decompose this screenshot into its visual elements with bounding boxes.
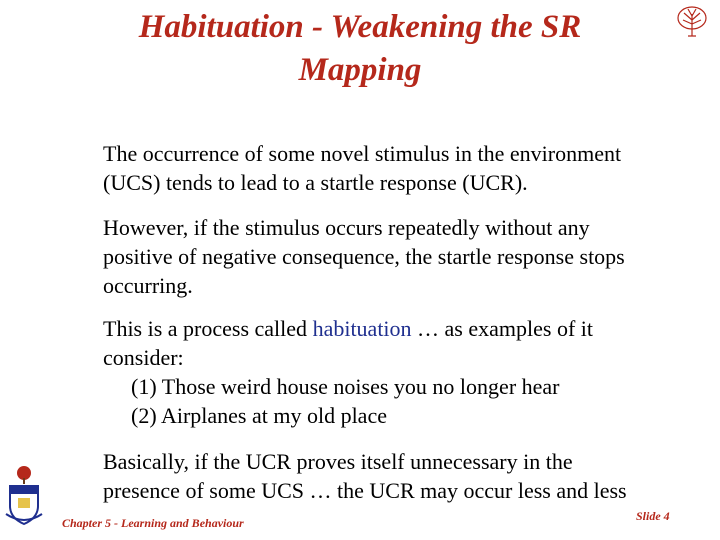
paragraph-3 <box>103 314 693 430</box>
paragraph-4 <box>103 447 693 505</box>
paragraph-2 <box>103 213 693 300</box>
paragraph-2-line-3: occurring. <box>103 273 193 298</box>
habituation-term: habituation <box>312 316 412 341</box>
paragraph-1-line-1: The occurrence of some novel stimulus in the environment <box>103 141 622 166</box>
example-item-1: (1) Those weird house noises you no longer hear <box>131 374 560 399</box>
paragraph-2-line-1: However, if the stimulus occurs repeatedly without any <box>103 215 590 240</box>
example-item-2: (2) Airplanes at my old place <box>131 403 387 428</box>
paragraph-3-pre: This is a process called <box>103 316 313 341</box>
university-crest-icon <box>4 464 44 528</box>
paragraph-4-line-1: Basically, if the UCR proves itself unnecessary in the <box>103 449 573 474</box>
paragraph-1-line-2: (UCS) tends to lead to a startle response (UCR). <box>103 170 528 195</box>
paragraph-3-post: … as examples of it <box>411 316 594 341</box>
tree-logo-icon <box>675 4 709 38</box>
paragraph-4-line-2: presence of some UCS … the UCR may occur less and less <box>103 478 627 503</box>
slide-title-line-2: Mapping <box>298 52 422 88</box>
slide-title-line-1: Habituation - Weakening the SR <box>138 9 582 45</box>
paragraph-2-line-2: positive of negative consequence, the startle response stops <box>103 244 625 269</box>
footer-chapter-title: Chapter 5 - Learning and Behaviour <box>62 516 244 530</box>
paragraph-1 <box>103 139 693 197</box>
paragraph-3-line-2: consider: <box>103 345 184 370</box>
slide-title <box>60 6 660 92</box>
footer-slide-number: Slide 4 <box>636 509 670 523</box>
